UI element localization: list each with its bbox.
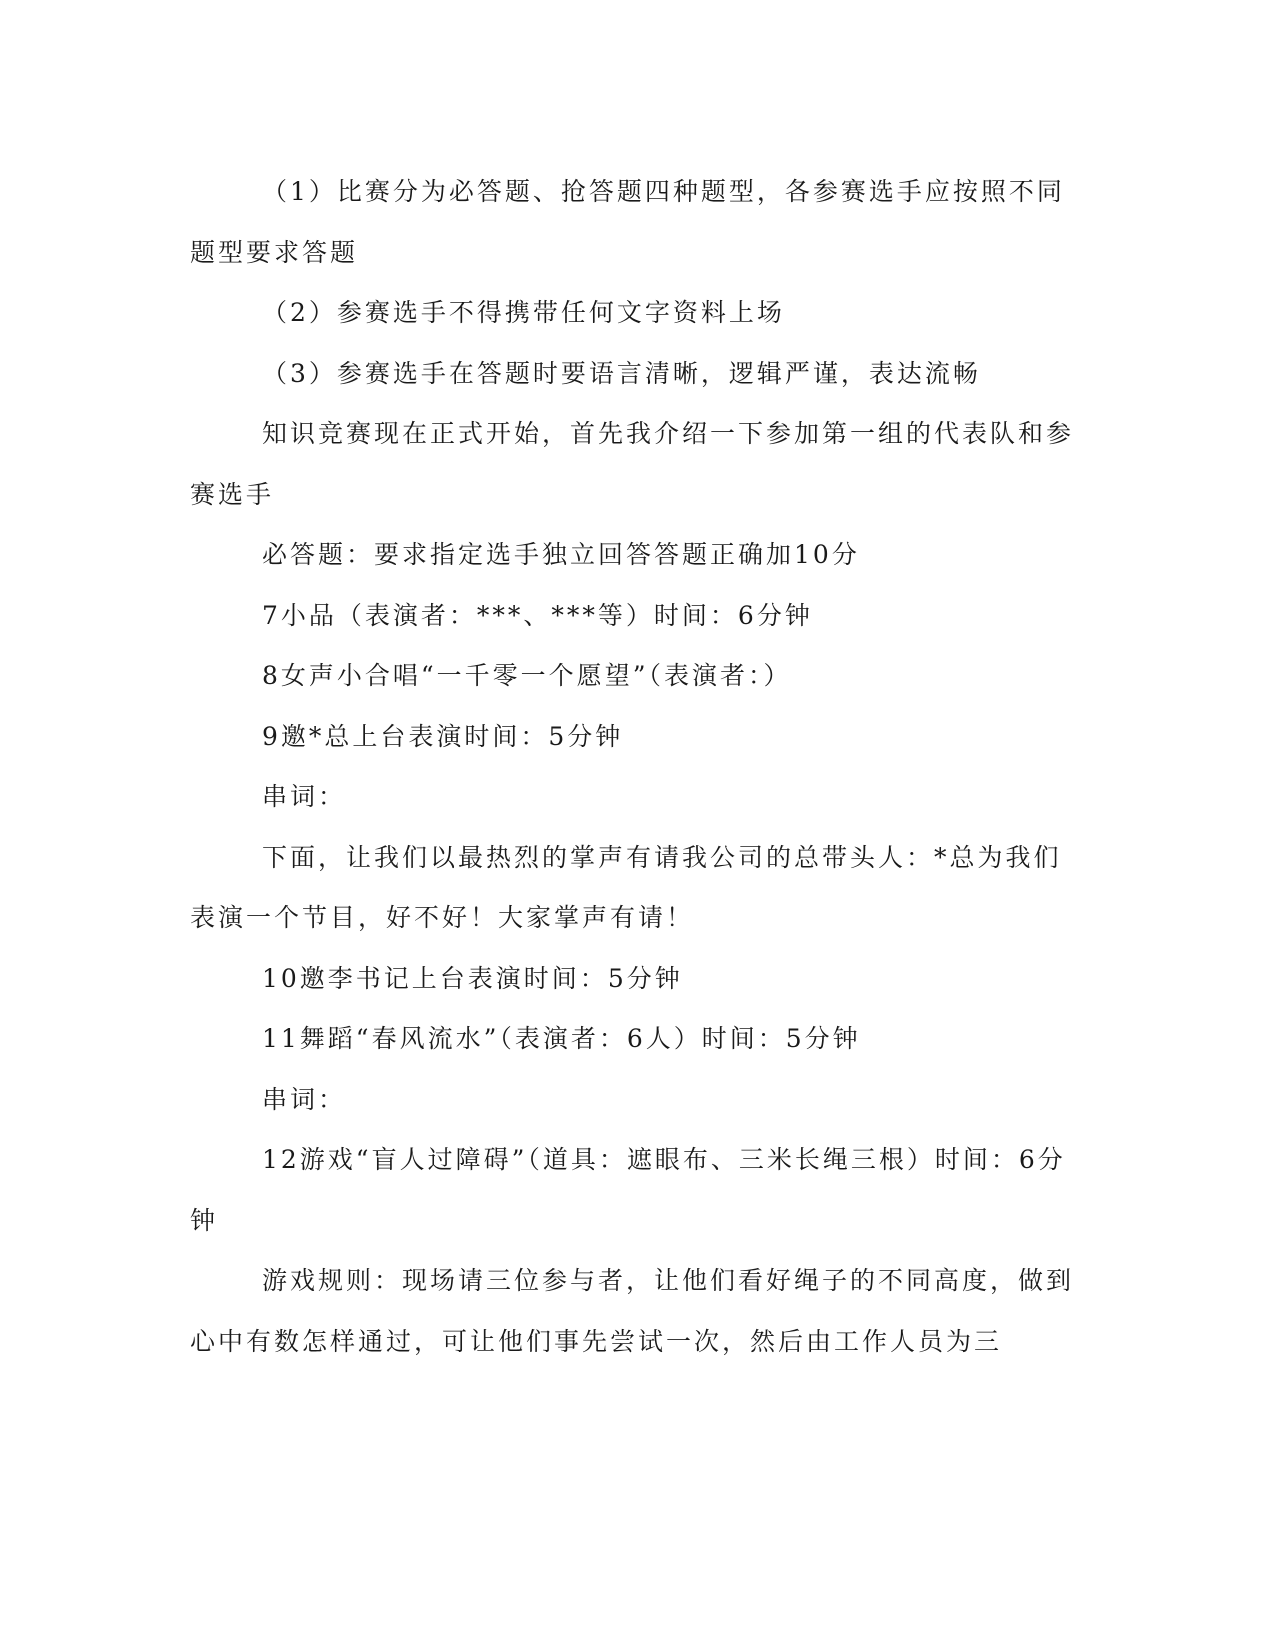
paragraph-item-12: 12游戏“盲人过障碍”（道具：遮眼布、三米长绳三根）时间：6分钟 bbox=[190, 1145, 1066, 1235]
document-body bbox=[190, 162, 1080, 1372]
paragraph-item-11: 11舞蹈“春风流水”（表演者：6人）时间：5分钟 bbox=[262, 1024, 861, 1053]
paragraph-rule-1: （1）比赛分为必答题、抢答题四种题型，各参赛选手应按照不同题型要求答题 bbox=[190, 177, 1065, 267]
paragraph-script-heading-2: 串词： bbox=[262, 1084, 347, 1114]
paragraph-script-text: 下面，让我们以最热烈的掌声有请我公司的总带头人：*总为我们表演一个节目，好不好！大家掌声有请！ bbox=[190, 842, 1062, 932]
paragraph-game-rules: 游戏规则：现场请三位参与者，让他们看好绳子的不同高度，做到心中有数怎样通过，可让他们事先尝试一次，然后由工作人员为三 bbox=[190, 1266, 1075, 1356]
paragraph-rule-2: （2）参赛选手不得携带任何文字资料上场 bbox=[262, 298, 785, 327]
paragraph-script-heading: 串词： bbox=[262, 782, 347, 811]
paragraph-rule-3: （3）参赛选手在答题时要语言清晰，逻辑严谨，表达流畅 bbox=[262, 358, 981, 388]
paragraph-item-10: 10邀李书记上台表演时间：5分钟 bbox=[262, 963, 683, 993]
paragraph-competition-start: 知识竞赛现在正式开始，首先我介绍一下参加第一组的代表队和参赛选手 bbox=[190, 419, 1075, 509]
paragraph-item-9: 9邀*总上台表演时间：5分钟 bbox=[262, 721, 624, 751]
paragraph-item-7: 7小品（表演者：***、***等）时间：6分钟 bbox=[262, 600, 813, 630]
paragraph-required-questions: 必答题：要求指定选手独立回答答题正确加10分 bbox=[262, 540, 860, 569]
paragraph-item-8: 8女声小合唱“一千零一个愿望”（表演者：） bbox=[262, 661, 792, 690]
